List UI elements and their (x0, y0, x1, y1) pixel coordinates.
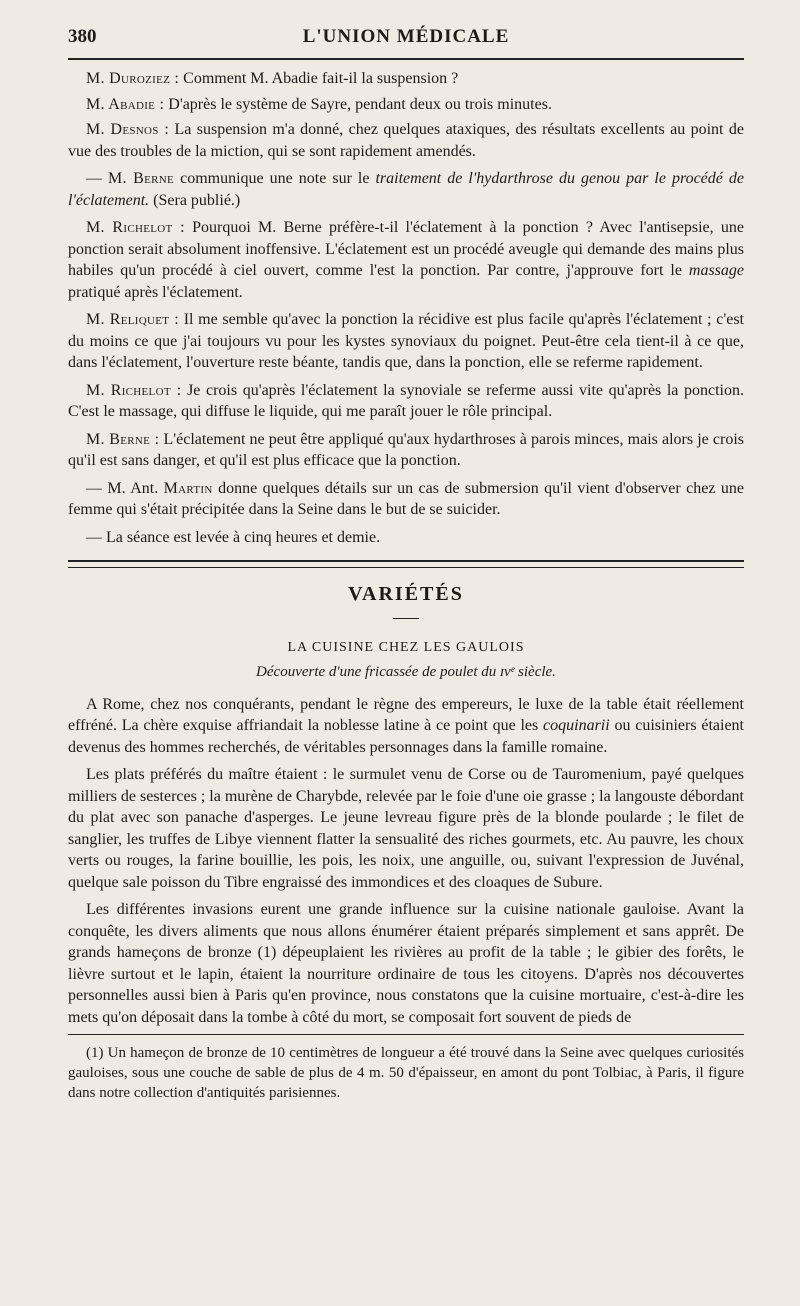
paragraph-text: A Rome, chez nos conquérants, pendant le règne des empereurs, le luxe de la table était réellement effréné. La chère exquise affriandait la noblesse latine à ce point que les (68, 695, 744, 734)
paragraph-text: La suspension m'a donné, chez quelques ataxiques, des résultats excellents au point de vue des troubles de la miction, qui se sont rapidement amendés. (68, 121, 744, 160)
paragraph-text: donne quelques détails sur un cas de submersion qu'il vient d'observer chez une femme qui s'était précipitée dans la Seine dans le but de se suicider. (68, 479, 745, 518)
paragraph-text: D'après le système de Sayre, pendant deux ou trois minutes. (164, 95, 552, 113)
page-header (68, 24, 744, 54)
paragraph-text: Je crois qu'après l'éclatement la synoviale se referme aussi vite qu'après la ponction. C'est le massage, qui diffuse le liquide, qui me paraît jouer le rôle principal. (68, 381, 744, 420)
article-paragraph-3 (68, 899, 744, 1028)
paragraph-text: ou cuisiniers étaient devenus des hommes recherchés, de véritables personnages dans la famille romaine. (68, 717, 744, 756)
note-title: traitement de l'hydarthrose du genou par le procédé de l'éclatement. (68, 170, 745, 209)
dash-lead: — (86, 170, 109, 187)
italic-term: massage (688, 262, 744, 279)
paragraph-seance-close (68, 527, 744, 549)
speaker-name: M. Abadie : (86, 95, 165, 113)
page-body (68, 68, 744, 1103)
paragraph-richelot-1 (68, 217, 744, 303)
speaker-name: M. Richelot : (86, 219, 185, 236)
article-subtitle: Découverte d'une fricassée de poulet du ɪᴠᵉ siècle. (256, 664, 556, 680)
paragraph-text: — La séance est levée à cinq heures et demie. (86, 528, 381, 546)
section-title: VARIÉTÉS (348, 583, 464, 605)
paragraph-abadie (68, 94, 744, 116)
paragraph-text: Les différentes invasions eurent une grande influence sur la cuisine nationale gauloise. Avant la conquête, les divers aliments que nous allons énumérer étaient préparés simplement et sans apprêt. De grands hameçons de bronze (1) dépeuplaient les rivières au profit de la table ; le gibier des forêts, le lièvre surtout et le lapin, étaient la nourriture ordinaire de tous les citoyens. D'après nos découvertes personnelles aussi bien à Paris qu'en province, nous constatons que la cuisine mortuaire, c'est-à-dire les mets qu'on déposait dans la tombe à côté du mort, se composait fort souvent de pieds de (68, 901, 744, 1026)
speaker-name: M. Berne (108, 170, 175, 187)
paragraph-text: L'éclatement ne peut être appliqué qu'aux hydarthroses à parois minces, mais alors je crois qu'il est sans danger, et qu'il est plus efficace que la ponction. (68, 430, 744, 469)
speaker-name: Martin (163, 479, 213, 497)
paragraph-duroziez (68, 68, 744, 90)
section-title-rule (393, 618, 419, 619)
page-number: 380 (68, 26, 97, 47)
footnote-rule (68, 1034, 744, 1035)
paragraph-text: Il me semble qu'avec la ponction la récidive est plus facile qu'après l'éclatement ; c'est du moins ce que j'ai toujours vu pour les kystes synoviaux du poignet. Peut-être cela tient-il à ce que, dans l'éclatement, l'ouverture reste béante, tandis que, dans la ponction, elle se referme rapidement. (68, 311, 745, 371)
speaker-name: M. Berne : (86, 430, 160, 448)
paragraph-berne-reply (68, 429, 744, 472)
speaker-name: M. Duroziez : (86, 70, 180, 87)
header-rule (68, 58, 744, 60)
article-paragraph-2 (68, 764, 744, 893)
paragraph-text: pratiqué après l'éclatement. (68, 283, 243, 301)
paragraph-berne-note (68, 168, 744, 211)
speaker-name: M. Richelot : (86, 381, 182, 399)
speaker-name: M. Reliquet : (86, 311, 180, 328)
paragraph-text: Les plats préférés du maître étaient : le surmulet venu de Corse ou de Tauromenium, payé quelques milliers de sesterces ; la murène de Charybde, relevée par le foie d'une oie grasse ; la langouste débordant du plat avec son panache d'asperges. Le jeune levreau figure près de la blonde poularde ; le filet de sanglier, les truffes de Libye viennent flatter la sensualité des riches gourmets, etc. Au pauvre, les choux verts ou rouges, la farine bouillie, les pois, les noix, une anguille, ou, suivant l'expression de Juvénal, quelque sale poisson du Tibre engraissé des immondices et des cloaques de Subure. (68, 766, 744, 891)
paragraph-text: Comment M. Abadie fait-il la suspension ? (179, 70, 459, 87)
paragraph-text: communique une note sur le (174, 170, 376, 187)
article-title: LA CUISINE CHEZ LES GAULOIS (287, 639, 525, 655)
italic-term: coquinarii (543, 717, 610, 734)
section-divider (68, 560, 744, 568)
paragraph-richelot-2 (68, 380, 744, 423)
article-paragraph-1 (68, 694, 744, 759)
speaker-name: M. Desnos : (86, 121, 170, 138)
paragraph-desnos (68, 119, 744, 162)
paragraph-text: Pourquoi M. Berne préfère-t-il l'éclatement à la ponction ? Avec l'antisepsie, une ponction serait absolument inoffensive. L'éclatement est un procédé aveugle qui demande des mains plus habiles qu'un procédé à ciel ouvert, comme l'est la ponction. Par contre, j'approuve fort le (68, 219, 744, 279)
running-title: L'UNION MÉDICALE (302, 26, 510, 47)
paragraph-reliquet (68, 309, 744, 374)
footnote: (1) Un hameçon de bronze de 10 centimètres de longueur a été trouvé dans la Seine avec quelques curiosités gauloises, sous une couche de sable de plus de 4 m. 50 d'épaisseur, en amont du pont Tolbiac, à Paris, il figure dans notre collection d'antiquités parisiennes. (68, 1045, 744, 1101)
paragraph-martin (68, 478, 744, 521)
paragraph-text: (Sera publié.) (149, 191, 241, 209)
dash-lead: — M. Ant. (86, 479, 164, 497)
